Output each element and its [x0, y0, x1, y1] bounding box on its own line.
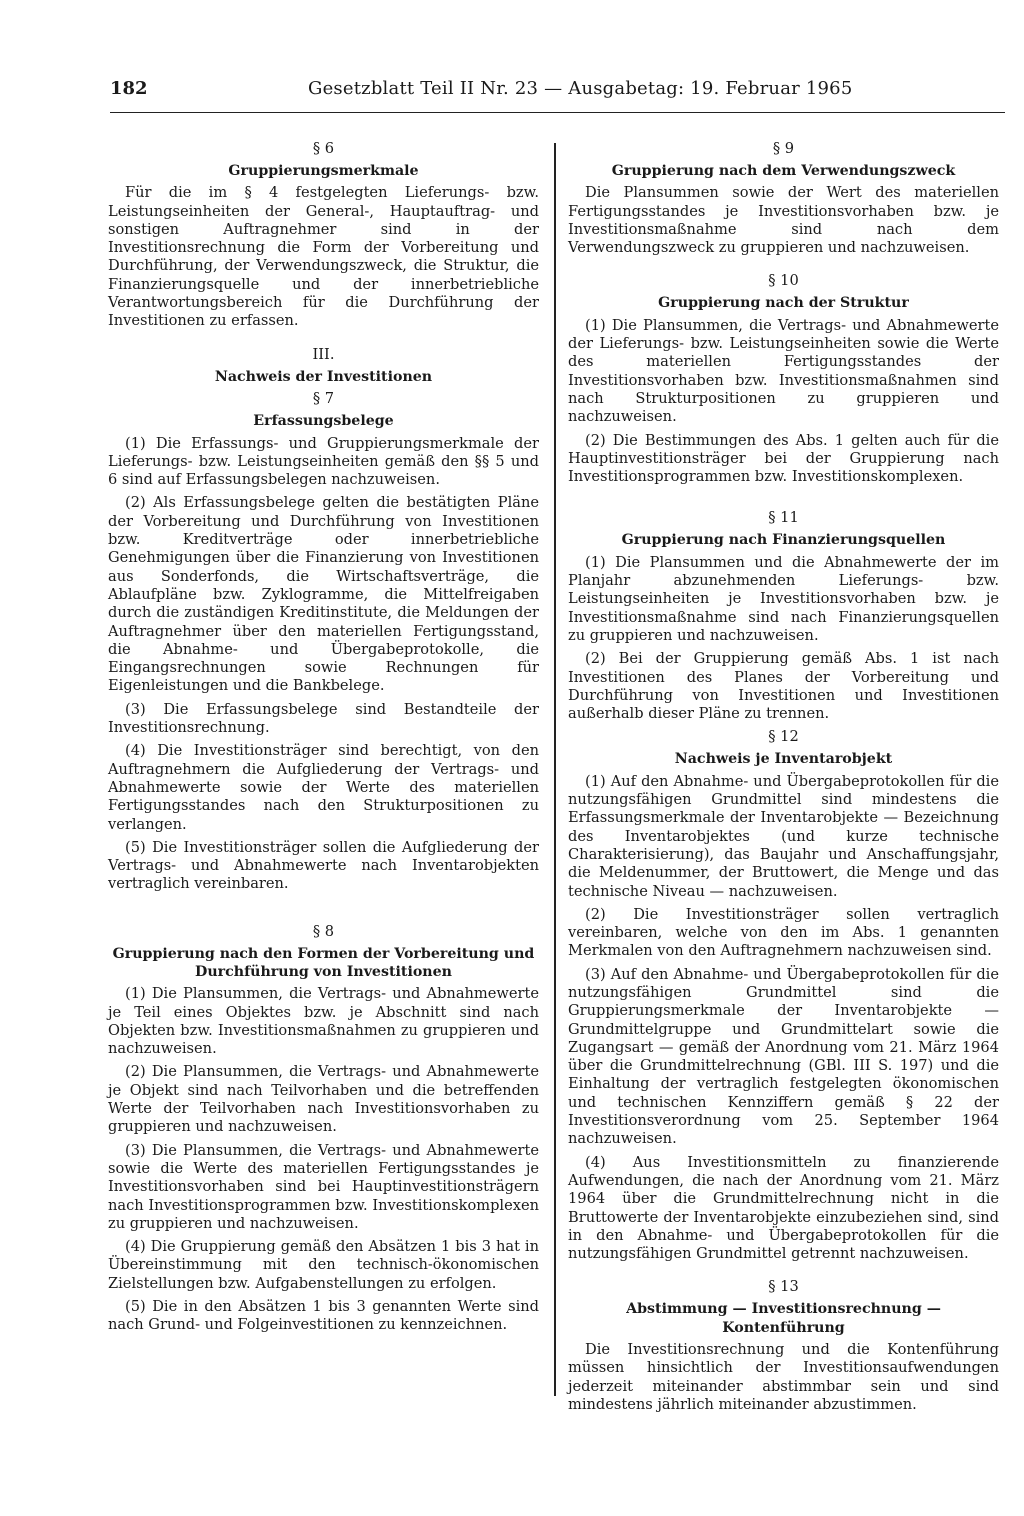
section-11-paragraph-2: (2) Bei der Gruppierung gemäß Abs. 1 ist nach Investitionen des Planes der Vorbereitung und Durchführung von Investitionen und Investitionen außerhalb dieser Pläne zu trennen. [568, 650, 999, 723]
section-10-paragraph-1: (1) Die Plansummen, die Vertrags- und Abnahmewerte der Lieferungs- bzw. Leistungseinheiten sowie die Werte des materiellen Fertigungsstandes der Investitionsvorhaben bzw. Investitionsmaßnahmen sind nach Strukturpositionen zu gruppieren und nachzuweisen. [568, 316, 999, 426]
section-8-title: Gruppierung nach den Formen der Vorbereitung und Durchführung von Investitionen [112, 945, 535, 980]
section-12-paragraph-1: (1) Auf den Abnahme- und Übergabeprotokollen für die nutzungsfähigen Grundmittel sind mindestens die Erfassungsmerkmale der Inventarobjekte — Bezeichnung des Inventarobjektes (und kurze technische Charakterisierung), das Baujahr und Anschaffungsjahr, die Meldenummer, der Bruttowert, die Menge und das technische Niveau — nachzuweisen. [568, 772, 999, 900]
section-7-paragraph-5: (5) Die Investitionsträger sollen die Aufgliederung der Vertrags- und Abnahmewerte nach Inventarobjekten vertraglich vereinbaren. [108, 838, 539, 893]
section-12-number: § 12 [768, 728, 799, 746]
section-13-number: § 13 [768, 1278, 799, 1296]
section-9-number: § 9 [772, 140, 795, 157]
section-13-title: Abstimmung — Investitionsrechnung — Kontenführung [626, 1301, 941, 1336]
section-8-paragraph-4: (4) Die Gruppierung gemäß den Absätzen 1 bis 3 hat in Übereinstimmung mit den technisch-ökonomischen Zielstellungen bzw. Aufgabenstellungen zu erfolgen. [108, 1238, 539, 1292]
section-7-paragraph-4: (4) Die Investitionsträger sind berechtigt, von den Auftragnehmern die Aufgliederung der Vertrags- und Abnahmewerte sowie der Werte des materiellen Fertigungsstandes nach den Strukturpositionen zu verlangen. [108, 742, 539, 833]
section-12-title: Nachweis je Inventarobjekt [674, 751, 893, 768]
section-11-title: Gruppierung nach Finanzierungsquellen [621, 532, 946, 549]
right-column [568, 140, 999, 1419]
column-divider [554, 143, 556, 1396]
section-13-paragraph: Die Investitionsrechnung und die Kontenführung müssen hinsichtlich der Investitionsaufwendungen jederzeit miteinander abstimmbar sein und sind mindestens jährlich miteinander abzustimmen. [568, 1341, 999, 1413]
section-8-paragraph-3: (3) Die Plansummen, die Vertrags- und Abnahmewerte sowie die Werte des materiellen Fertigungsstandes je Investitionsvorhaben sind bei Hauptinvestitionsträgern nach Investitionsprogrammen bzw. Investitionskomplexen zu gruppieren und nachzuweisen. [108, 1141, 539, 1232]
running-title: Gesetzblatt Teil II Nr. 23 — Ausgabetag: 19. Februar 1965 [308, 78, 853, 99]
section-8-paragraph-2: (2) Die Plansummen, die Vertrags- und Abnahmewerte je Objekt sind nach Teilvorhaben und die betreffenden Werte der Teilvorhaben nach Investitionsvorhaben zu gruppieren und nachzuweisen. [108, 1063, 539, 1136]
section-7-number: § 7 [312, 390, 335, 408]
section-6-title: Gruppierungsmerkmale [228, 163, 419, 179]
section-7-paragraph-2: (2) Als Erfassungsbelege gelten die bestätigten Pläne der Vorbereitung und Durchführung von Investitionen bzw. Kreditverträge oder innerbetriebliche Genehmigungen über die Finanzierung von Investitionen aus Sonderfonds, die Wirtschaftsverträge, die Ablaufpläne bzw. Zyklogramme, die Mittelfreigaben durch die zuständigen Kreditinstitute, die Meldungen der Auftragnehmer über den materiellen Fertigungsstand, die Abnahme- und Übergabeprotokolle, die Eingangsrechnungen sowie Rechnungen für Eigenleistungen und die Bankbelege. [108, 494, 539, 695]
section-12-paragraph-4: (4) Aus Investitionsmitteln zu finanzierende Aufwendungen, die nach der Anordnung vom 21. März 1964 über die Grundmittelrechnung nicht in die Bruttowerte der Inventarobjekte einzubeziehen sind, sind in den Abnahme- und Übergabeprotokollen für die nutzungsfähigen Grundmittel getrennt nachzuweisen. [568, 1153, 999, 1263]
section-10-number: § 10 [768, 272, 799, 290]
section-6-paragraph: Für die im § 4 festgelegten Lieferungs- bzw. Leistungseinheiten der General-, Hauptauftrag- und sonstigen Auftragnehmer sind in der Investitionsrechnung die Form der Vorbereitung und Durchführung, der Verwendungszweck, die Struktur, die Finanzierungsquelle und der innerbetriebliche Verantwortungsbereich für die Durchführung der Investitionen zu erfassen. [108, 184, 539, 330]
section-7-title: Erfassungsbelege [253, 413, 394, 430]
section-8-number: § 8 [312, 922, 335, 940]
page-header [110, 78, 1005, 113]
section-8-paragraph-1: (1) Die Plansummen, die Vertrags- und Abnahmewerte je Teil eines Objektes bzw. je Abschnitt sind nach Objekten bzw. Investitionsmaßnahmen zu gruppieren und nachzuweisen. [108, 985, 539, 1058]
part-number: III. [312, 345, 335, 363]
section-7-paragraph-3: (3) Die Erfassungsbelege sind Bestandteile der Investitionsrechnung. [108, 700, 539, 737]
section-10-paragraph-2: (2) Die Bestimmungen des Abs. 1 gelten auch für die Hauptinvestitionsträger bei der Gruppierung nach Investitionsprogrammen bzw. Investitionskomplexen. [568, 431, 999, 486]
section-8-paragraph-5: (5) Die in den Absätzen 1 bis 3 genannten Werte sind nach Grund- und Folgeinvestitionen zu kennzeichnen. [108, 1298, 539, 1334]
section-9-paragraph: Die Plansummen sowie der Wert des materiellen Fertigungsstandes je Investitionsvorhaben bzw. je Investitionsmaßnahme sind nach dem Verwendungszweck zu gruppieren und nachzuweisen. [568, 184, 999, 257]
section-6-number: § 6 [312, 140, 335, 157]
page-number: 182 [110, 78, 148, 99]
section-11-number: § 11 [768, 509, 799, 527]
left-column [108, 140, 539, 1340]
part-title: Nachweis der Investitionen [214, 368, 433, 385]
section-12-paragraph-2: (2) Die Investitionsträger sollen vertraglich vereinbaren, welche von den im Abs. 1 genannten Merkmalen von den Auftragnehmern nachzuweisen sind. [568, 905, 999, 960]
section-12-paragraph-3: (3) Auf den Abnahme- und Übergabeprotokollen für die nutzungsfähigen Grundmittel sind die Gruppierungsmerkmale der Inventarobjekte — Grundmittelgruppe und Grundmittelart sowie die Zugangsart — gemäß der Anordnung vom 21. März 1964 über die Grundmittelrechnung (GBl. III S. 197) und die Einhaltung der vertraglich festgelegten ökonomischen und technischen Kennziffern gemäß § 22 der Investitionsverordnung vom 25. September 1964 nachzuweisen. [568, 965, 999, 1148]
section-10-title: Gruppierung nach der Struktur [658, 295, 909, 312]
section-9-title: Gruppierung nach dem Verwendungszweck [611, 163, 956, 179]
section-11-paragraph-1: (1) Die Plansummen und die Abnahmewerte der im Planjahr abzunehmenden Lieferungs- bzw. Leistungseinheiten je Investitionsvorhaben bzw. je Investitionsmaßnahme sind nach Finanzierungsquellen zu gruppieren und nachzuweisen. [568, 553, 999, 644]
section-7-paragraph-1: (1) Die Erfassungs- und Gruppierungsmerkmale der Lieferungs- bzw. Leistungseinheiten gemäß den §§ 5 und 6 sind auf Erfassungsbelegen nachzuweisen. [108, 434, 539, 489]
